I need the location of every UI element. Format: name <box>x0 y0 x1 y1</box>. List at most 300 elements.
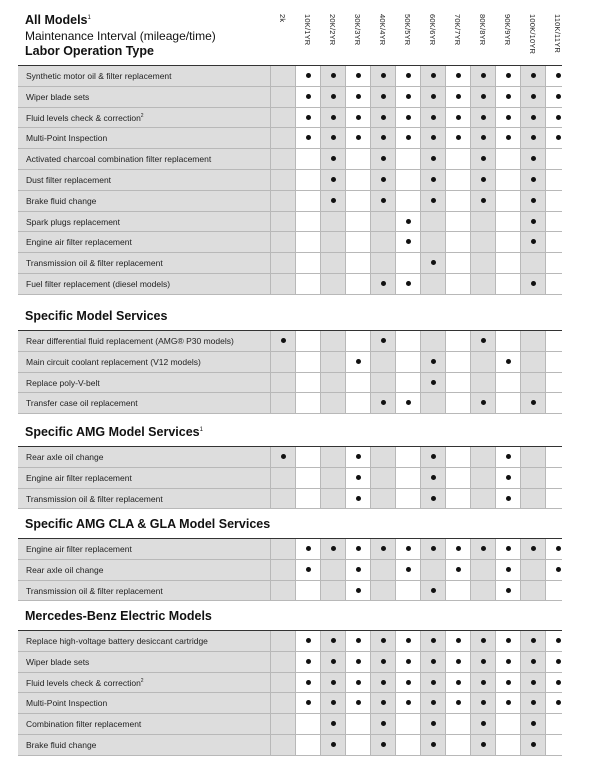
table-row <box>18 66 562 87</box>
interval-cell-scheduled <box>345 652 370 672</box>
interval-cell-scheduled <box>370 539 395 559</box>
interval-cell-scheduled <box>495 66 520 86</box>
service-label <box>26 473 132 483</box>
interval-cell-scheduled <box>370 673 395 693</box>
interval-cell-empty <box>520 468 545 488</box>
interval-cell-empty <box>345 253 370 273</box>
service-label-text: Transmission oil & filter replacement <box>26 493 163 504</box>
interval-cell-empty <box>295 149 320 169</box>
interval-cell-empty <box>370 560 395 580</box>
interval-cell-empty <box>545 468 570 488</box>
service-label-text: Synthetic motor oil & filter replacement <box>26 71 172 81</box>
interval-cell-empty <box>270 673 295 693</box>
service-label-cell <box>18 373 270 393</box>
service-table <box>18 630 562 756</box>
interval-cell-scheduled <box>270 447 295 467</box>
interval-cell-empty <box>320 352 345 372</box>
service-label-cell <box>18 735 270 755</box>
interval-cell-empty <box>320 253 345 273</box>
interval-cell-empty <box>445 170 470 190</box>
section-title <box>25 517 270 531</box>
interval-cell-scheduled <box>320 693 345 713</box>
service-label <box>26 544 132 554</box>
interval-cell-scheduled <box>395 66 420 86</box>
service-label-cell <box>18 693 270 713</box>
service-label-text: Fluid levels check & correction <box>26 677 141 688</box>
service-label-footnote: 2 <box>140 677 144 684</box>
interval-cell-scheduled <box>545 560 570 580</box>
interval-cell-scheduled <box>345 66 370 86</box>
service-label <box>26 452 104 462</box>
service-label-cell <box>18 191 270 211</box>
interval-cell-empty <box>420 331 445 351</box>
table-row <box>18 560 562 581</box>
interval-cell-scheduled <box>520 170 545 190</box>
service-label <box>26 398 138 408</box>
interval-cell-scheduled <box>295 108 320 128</box>
interval-cell-scheduled <box>420 170 445 190</box>
service-label-text: Transfer case oil replacement <box>26 398 138 409</box>
interval-cell-empty <box>345 212 370 232</box>
interval-header-label: 80K/8YR <box>478 14 487 46</box>
service-label <box>26 154 211 164</box>
interval-cell-scheduled <box>295 673 320 693</box>
interval-cell-empty <box>270 253 295 273</box>
interval-cell-empty <box>370 468 395 488</box>
service-label <box>26 698 107 708</box>
interval-cell-scheduled <box>420 489 445 509</box>
interval-cell-empty <box>545 149 570 169</box>
interval-cell-empty <box>270 581 295 601</box>
interval-cell-empty <box>470 373 495 393</box>
interval-cell-scheduled <box>420 735 445 755</box>
interval-cell-empty <box>370 352 395 372</box>
interval-cell-scheduled <box>420 108 445 128</box>
interval-cell-scheduled <box>445 673 470 693</box>
service-label <box>26 378 100 388</box>
interval-cell-empty <box>395 373 420 393</box>
interval-cell-empty <box>295 714 320 734</box>
interval-cell-empty <box>270 631 295 651</box>
interval-cell-empty <box>345 373 370 393</box>
interval-cell-empty <box>445 331 470 351</box>
interval-cell-empty <box>545 735 570 755</box>
service-label <box>26 657 89 667</box>
service-label-cell <box>18 149 270 169</box>
interval-cell-scheduled <box>320 631 345 651</box>
interval-cell-scheduled <box>520 108 545 128</box>
interval-cell-scheduled <box>545 631 570 651</box>
interval-cell-empty <box>370 232 395 252</box>
interval-cell-empty <box>520 560 545 580</box>
interval-cell-empty <box>445 393 470 413</box>
interval-cell-empty <box>345 232 370 252</box>
table-row <box>18 468 562 489</box>
interval-cell-scheduled <box>495 631 520 651</box>
interval-cell-scheduled <box>370 735 395 755</box>
interval-cell-empty <box>320 331 345 351</box>
interval-cell-empty <box>520 331 545 351</box>
service-label-text: Brake fluid change <box>26 195 97 206</box>
service-label-text: Replace poly-V-belt <box>26 377 100 388</box>
interval-cell-empty <box>370 373 395 393</box>
interval-cell-empty <box>320 274 345 294</box>
interval-cell-scheduled <box>520 149 545 169</box>
interval-cell-scheduled <box>295 128 320 148</box>
section-title-text: Specific Model Services <box>25 309 168 323</box>
service-label <box>26 237 132 247</box>
interval-cell-empty <box>420 393 445 413</box>
service-label <box>26 175 111 185</box>
service-label-text: Wiper blade sets <box>26 91 90 102</box>
interval-cell-scheduled <box>295 66 320 86</box>
interval-cell-scheduled <box>445 128 470 148</box>
interval-cell-empty <box>295 274 320 294</box>
interval-cell-scheduled <box>420 652 445 672</box>
table-row <box>18 149 562 170</box>
interval-cell-empty <box>320 373 345 393</box>
interval-cell-empty <box>395 714 420 734</box>
service-label <box>26 258 163 268</box>
interval-cell-scheduled <box>370 149 395 169</box>
interval-cell-empty <box>545 253 570 273</box>
service-label-text: Fuel filter replacement (diesel models) <box>26 278 171 289</box>
interval-cell-empty <box>320 468 345 488</box>
interval-cell-scheduled <box>495 673 520 693</box>
interval-cell-scheduled <box>395 274 420 294</box>
interval-cell-scheduled <box>395 108 420 128</box>
table-row <box>18 373 562 394</box>
interval-cell-scheduled <box>495 108 520 128</box>
interval-cell-empty <box>495 253 520 273</box>
service-label <box>26 279 170 289</box>
section-title <box>25 309 167 323</box>
interval-cell-scheduled <box>320 87 345 107</box>
interval-cell-empty <box>470 447 495 467</box>
table-row <box>18 652 562 673</box>
service-table <box>18 538 562 601</box>
interval-cell-empty <box>270 274 295 294</box>
page-title-text: All Models <box>25 13 88 27</box>
service-label-text: Brake fluid change <box>26 739 97 750</box>
table-row <box>18 735 562 756</box>
interval-header-label: 10K/1YR <box>303 14 312 46</box>
service-label-text: Replace high-voltage battery desiccant cartridge <box>26 636 208 646</box>
table-row <box>18 128 562 149</box>
interval-cell-scheduled <box>420 673 445 693</box>
interval-cell-scheduled <box>470 170 495 190</box>
interval-cell-empty <box>345 393 370 413</box>
interval-cell-empty <box>345 331 370 351</box>
service-label-text: Dust filter replacement <box>26 174 112 185</box>
interval-cell-scheduled <box>395 128 420 148</box>
interval-cell-empty <box>520 581 545 601</box>
interval-cell-scheduled <box>345 631 370 651</box>
interval-cell-empty <box>295 352 320 372</box>
interval-cell-empty <box>370 212 395 232</box>
interval-cell-empty <box>395 253 420 273</box>
table-row <box>18 714 562 735</box>
interval-cell-scheduled <box>320 170 345 190</box>
interval-cell-scheduled <box>470 539 495 559</box>
service-label-text: Main circuit coolant replacement (V12 models) <box>26 356 201 367</box>
interval-cell-scheduled <box>370 170 395 190</box>
interval-cell-empty <box>295 581 320 601</box>
interval-cell-empty <box>545 191 570 211</box>
interval-cell-empty <box>420 560 445 580</box>
interval-cell-scheduled <box>370 652 395 672</box>
service-label-text: Fluid levels check & correction <box>26 112 141 123</box>
interval-cell-scheduled <box>520 693 545 713</box>
page-title-footnote: 1 <box>87 14 91 21</box>
interval-cell-empty <box>545 352 570 372</box>
interval-cell-empty <box>270 693 295 713</box>
service-label <box>26 71 172 81</box>
interval-cell-scheduled <box>520 673 545 693</box>
table-row <box>18 108 562 129</box>
section-title-text: Specific AMG CLA & GLA Model Services <box>25 517 271 531</box>
interval-cell-empty <box>445 373 470 393</box>
service-label-text: Transmission oil & filter replacement <box>26 258 163 269</box>
interval-cell-scheduled <box>495 447 520 467</box>
interval-cell-empty <box>270 170 295 190</box>
service-label <box>26 678 144 688</box>
interval-cell-scheduled <box>345 352 370 372</box>
table-row <box>18 170 562 191</box>
interval-cell-scheduled <box>320 149 345 169</box>
service-label-cell <box>18 393 270 413</box>
interval-cell-scheduled <box>370 693 395 713</box>
interval-cell-scheduled <box>520 128 545 148</box>
interval-cell-scheduled <box>345 539 370 559</box>
interval-cell-scheduled <box>420 468 445 488</box>
interval-cell-empty <box>295 331 320 351</box>
interval-cell-empty <box>495 274 520 294</box>
interval-cell-scheduled <box>395 673 420 693</box>
interval-cell-empty <box>520 352 545 372</box>
interval-header-label: 90K/9YR <box>503 14 512 46</box>
service-label-cell <box>18 128 270 148</box>
service-label-cell <box>18 539 270 559</box>
labor-operation-heading: Labor Operation Type <box>25 44 154 58</box>
interval-cell-scheduled <box>320 735 345 755</box>
interval-cell-empty <box>345 735 370 755</box>
table-row <box>18 274 562 295</box>
interval-cell-scheduled <box>470 714 495 734</box>
interval-cell-scheduled <box>320 66 345 86</box>
table-row <box>18 581 562 602</box>
interval-cell-empty <box>445 274 470 294</box>
interval-cell-empty <box>395 468 420 488</box>
interval-cell-empty <box>470 489 495 509</box>
interval-cell-scheduled <box>470 331 495 351</box>
service-label <box>26 586 163 596</box>
interval-cell-empty <box>520 447 545 467</box>
interval-cell-empty <box>270 652 295 672</box>
interval-cell-empty <box>545 232 570 252</box>
service-table <box>18 330 562 414</box>
interval-cell-empty <box>270 66 295 86</box>
interval-cell-scheduled <box>445 631 470 651</box>
interval-cell-empty <box>395 149 420 169</box>
interval-cell-empty <box>445 352 470 372</box>
service-label <box>26 636 208 646</box>
interval-cell-scheduled <box>545 693 570 713</box>
interval-header-label: 20K/2YR <box>328 14 337 46</box>
service-label <box>26 217 120 227</box>
interval-cell-empty <box>295 468 320 488</box>
service-label-text: Combination filter replacement <box>26 719 142 730</box>
interval-cell-empty <box>395 191 420 211</box>
interval-cell-empty <box>445 191 470 211</box>
interval-cell-empty <box>270 560 295 580</box>
service-label-cell <box>18 673 270 693</box>
interval-cell-scheduled <box>420 253 445 273</box>
interval-cell-empty <box>495 735 520 755</box>
interval-cell-empty <box>395 331 420 351</box>
interval-cell-scheduled <box>495 128 520 148</box>
service-label-footnote: 2 <box>140 112 144 119</box>
interval-cell-empty <box>370 253 395 273</box>
interval-cell-scheduled <box>520 735 545 755</box>
service-label-cell <box>18 232 270 252</box>
interval-cell-scheduled <box>545 87 570 107</box>
interval-cell-empty <box>320 560 345 580</box>
table-row <box>18 232 562 253</box>
table-row <box>18 352 562 373</box>
interval-cell-scheduled <box>420 539 445 559</box>
interval-cell-empty <box>295 735 320 755</box>
interval-cell-scheduled <box>495 468 520 488</box>
interval-cell-scheduled <box>495 87 520 107</box>
interval-cell-scheduled <box>345 447 370 467</box>
service-label-cell <box>18 108 270 128</box>
interval-cell-scheduled <box>545 673 570 693</box>
service-label <box>26 357 201 367</box>
interval-cell-scheduled <box>295 539 320 559</box>
interval-cell-empty <box>320 581 345 601</box>
interval-cell-empty <box>270 468 295 488</box>
interval-cell-scheduled <box>370 66 395 86</box>
interval-cell-scheduled <box>445 560 470 580</box>
interval-cell-scheduled <box>295 87 320 107</box>
interval-cell-empty <box>345 274 370 294</box>
interval-cell-empty <box>470 581 495 601</box>
interval-cell-empty <box>270 232 295 252</box>
interval-cell-scheduled <box>345 693 370 713</box>
table-row <box>18 393 562 414</box>
table-row <box>18 631 562 652</box>
interval-cell-empty <box>445 468 470 488</box>
interval-cell-empty <box>395 735 420 755</box>
interval-cell-empty <box>345 149 370 169</box>
interval-cell-empty <box>295 447 320 467</box>
interval-cell-empty <box>320 212 345 232</box>
interval-cell-empty <box>395 170 420 190</box>
interval-cell-scheduled <box>370 87 395 107</box>
interval-cell-empty <box>270 149 295 169</box>
service-label-cell <box>18 212 270 232</box>
interval-cell-scheduled <box>395 393 420 413</box>
interval-cell-scheduled <box>345 128 370 148</box>
interval-cell-empty <box>520 253 545 273</box>
interval-cell-scheduled <box>470 149 495 169</box>
table-row <box>18 191 562 212</box>
interval-cell-scheduled <box>470 693 495 713</box>
interval-cell-scheduled <box>445 652 470 672</box>
service-label-cell <box>18 274 270 294</box>
interval-cell-scheduled <box>320 652 345 672</box>
interval-cell-scheduled <box>520 652 545 672</box>
interval-header-label: 70K/7YR <box>453 14 462 46</box>
interval-cell-scheduled <box>420 149 445 169</box>
interval-cell-scheduled <box>320 108 345 128</box>
table-row <box>18 673 562 694</box>
service-label <box>26 565 104 575</box>
service-label-cell <box>18 447 270 467</box>
interval-cell-scheduled <box>420 128 445 148</box>
interval-cell-empty <box>495 232 520 252</box>
section-title-text: Specific AMG Model Services <box>25 425 200 439</box>
interval-cell-scheduled <box>395 560 420 580</box>
interval-cell-empty <box>520 373 545 393</box>
interval-cell-empty <box>545 373 570 393</box>
interval-cell-empty <box>370 581 395 601</box>
interval-cell-scheduled <box>495 560 520 580</box>
table-row <box>18 331 562 352</box>
interval-cell-scheduled <box>345 560 370 580</box>
interval-cell-empty <box>270 489 295 509</box>
interval-cell-empty <box>295 489 320 509</box>
interval-cell-scheduled <box>395 87 420 107</box>
interval-cell-scheduled <box>370 331 395 351</box>
service-label <box>26 336 234 346</box>
interval-cell-empty <box>545 447 570 467</box>
service-label-cell <box>18 631 270 651</box>
interval-cell-empty <box>270 714 295 734</box>
interval-cell-empty <box>470 560 495 580</box>
interval-cell-scheduled <box>420 191 445 211</box>
interval-cell-empty <box>470 253 495 273</box>
interval-cell-empty <box>395 352 420 372</box>
interval-cell-scheduled <box>420 714 445 734</box>
service-label-cell <box>18 581 270 601</box>
interval-cell-scheduled <box>520 714 545 734</box>
service-label-text: Multi-Point Inspection <box>26 133 108 144</box>
interval-cell-empty <box>295 393 320 413</box>
interval-cell-empty <box>270 128 295 148</box>
interval-cell-empty <box>270 735 295 755</box>
interval-cell-scheduled <box>520 631 545 651</box>
interval-cell-empty <box>270 373 295 393</box>
interval-cell-scheduled <box>420 631 445 651</box>
interval-cell-empty <box>445 489 470 509</box>
interval-header-label: 40K/4YR <box>378 14 387 46</box>
interval-cell-scheduled <box>370 108 395 128</box>
interval-cell-scheduled <box>470 128 495 148</box>
interval-cell-scheduled <box>470 673 495 693</box>
interval-cell-scheduled <box>470 393 495 413</box>
interval-cell-scheduled <box>295 652 320 672</box>
table-row <box>18 693 562 714</box>
interval-cell-empty <box>470 232 495 252</box>
interval-cell-scheduled <box>345 468 370 488</box>
interval-cell-empty <box>495 393 520 413</box>
interval-cell-empty <box>270 393 295 413</box>
interval-cell-scheduled <box>345 108 370 128</box>
interval-cell-empty <box>545 331 570 351</box>
service-label-text: Rear axle oil change <box>26 452 104 462</box>
